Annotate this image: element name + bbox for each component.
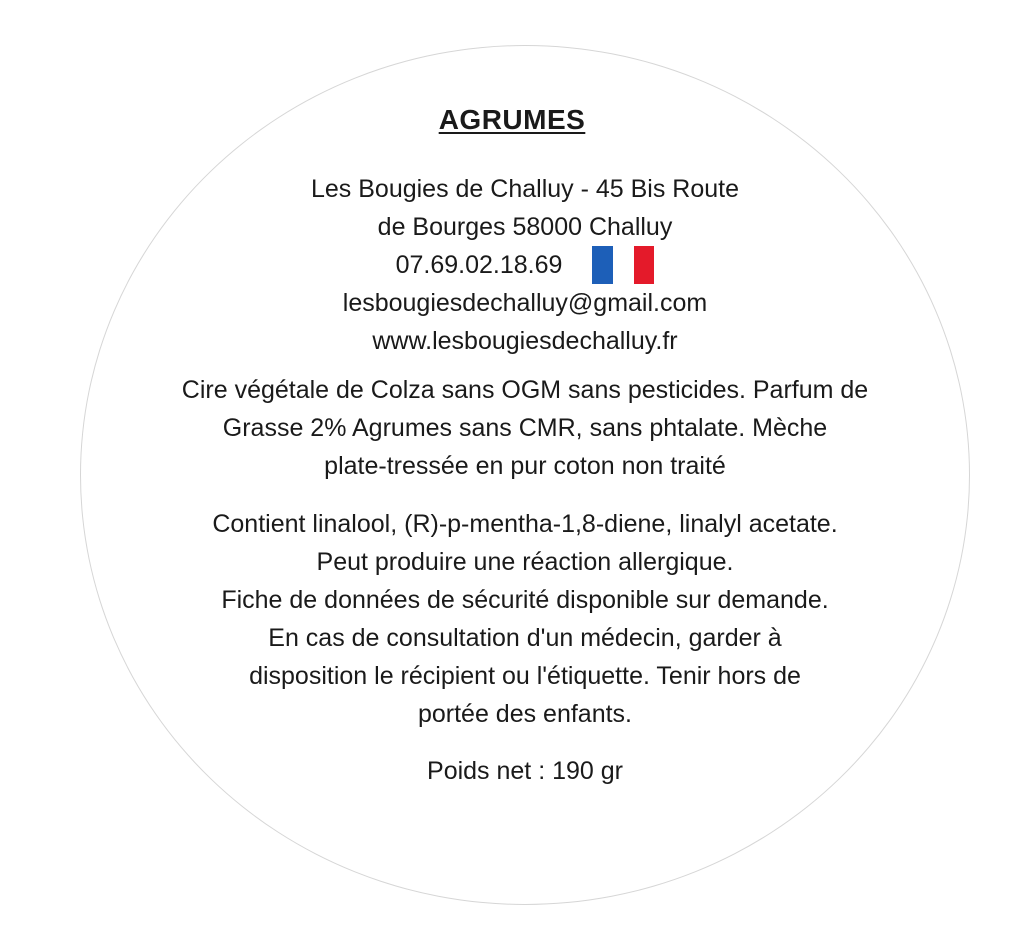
net-weight: Poids net : 190 gr [427, 757, 623, 785]
email-address: lesbougiesdechalluy@gmail.com [342, 289, 708, 317]
product-title: AGRUMES [438, 104, 586, 135]
phone-row [0, 246, 1024, 284]
warnings-block [0, 505, 1024, 733]
composition-line: Grasse 2% Agrumes sans CMR, sans phtalate. Mèche [222, 414, 828, 442]
composition-block [0, 371, 1024, 485]
flag-white-band [613, 246, 634, 284]
flag-red-band [634, 246, 655, 284]
warning-line: disposition le récipient ou l'étiquette. Tenir hors de [249, 662, 801, 690]
warning-line: En cas de consultation d'un médecin, garder à [268, 624, 782, 652]
composition-line: Cire végétale de Colza sans OGM sans pesticides. Parfum de [181, 376, 869, 404]
address-line-2: de Bourges 58000 Challuy [377, 213, 673, 241]
phone-number: 07.69.02.18.69 [395, 251, 563, 279]
warning-line: Fiche de données de sécurité disponible sur demande. [221, 586, 829, 614]
website-url: www.lesbougiesdechalluy.fr [372, 327, 678, 355]
warning-line: Contient linalool, (R)-p-mentha-1,8-diene, linalyl acetate. [212, 510, 838, 538]
french-flag-icon [592, 246, 654, 284]
address-line-1: Les Bougies de Challuy - 45 Bis Route [310, 175, 740, 203]
warning-line: Peut produire une réaction allergique. [316, 548, 734, 576]
warning-line: portée des enfants. [417, 700, 633, 728]
contact-block [0, 170, 1024, 360]
composition-line: plate-tressée en pur coton non traité [324, 452, 726, 480]
flag-blue-band [592, 246, 613, 284]
